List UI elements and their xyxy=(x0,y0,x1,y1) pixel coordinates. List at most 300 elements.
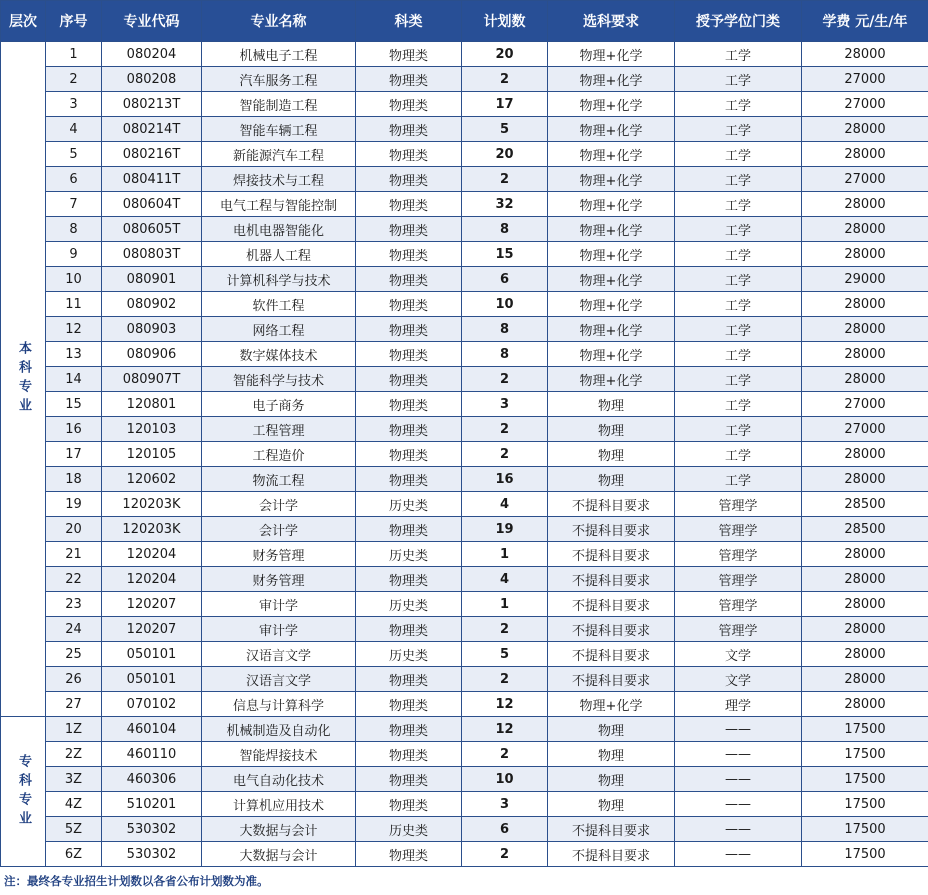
subject-requirement-cell: 物理 xyxy=(548,717,675,742)
major-code-cell: 530302 xyxy=(102,817,202,842)
subject-requirement-cell: 物理 xyxy=(548,467,675,492)
category-cell: 物理类 xyxy=(356,342,462,367)
major-code-cell: 120105 xyxy=(102,442,202,467)
index-cell: 9 xyxy=(46,242,102,267)
subject-requirement-cell: 物理+化学 xyxy=(548,317,675,342)
major-code-cell: 460104 xyxy=(102,717,202,742)
plan-count-cell: 2 xyxy=(462,742,548,767)
tuition-cell: 28000 xyxy=(802,242,928,267)
tuition-cell: 17500 xyxy=(802,792,928,817)
subject-requirement-cell: 物理+化学 xyxy=(548,42,675,67)
table-body xyxy=(1,42,928,867)
major-name-cell: 审计学 xyxy=(202,617,356,642)
category-cell: 物理类 xyxy=(356,567,462,592)
subject-requirement-cell: 不提科目要求 xyxy=(548,517,675,542)
subject-requirement-cell: 物理+化学 xyxy=(548,342,675,367)
category-cell: 历史类 xyxy=(356,592,462,617)
index-cell: 6Z xyxy=(46,842,102,867)
major-name-cell: 汉语言文学 xyxy=(202,642,356,667)
subject-requirement-cell: 物理 xyxy=(548,392,675,417)
major-name-cell: 机械电子工程 xyxy=(202,42,356,67)
major-name-cell: 电气自动化技术 xyxy=(202,767,356,792)
tuition-cell: 28000 xyxy=(802,692,928,717)
subject-requirement-cell: 物理+化学 xyxy=(548,192,675,217)
table-row xyxy=(1,342,928,367)
header-major-name: 专业名称 xyxy=(202,1,356,42)
major-name-cell: 计算机应用技术 xyxy=(202,792,356,817)
plan-count-cell: 2 xyxy=(462,442,548,467)
major-name-cell: 工程造价 xyxy=(202,442,356,467)
subject-requirement-cell: 物理 xyxy=(548,792,675,817)
major-name-cell: 物流工程 xyxy=(202,467,356,492)
major-code-cell: 120204 xyxy=(102,567,202,592)
category-cell: 物理类 xyxy=(356,192,462,217)
table-row xyxy=(1,442,928,467)
index-cell: 7 xyxy=(46,192,102,217)
table-row xyxy=(1,392,928,417)
major-code-cell: 080411T xyxy=(102,167,202,192)
degree-type-cell: 工学 xyxy=(675,367,802,392)
category-cell: 物理类 xyxy=(356,67,462,92)
category-cell: 历史类 xyxy=(356,492,462,517)
category-cell: 物理类 xyxy=(356,142,462,167)
index-cell: 4 xyxy=(46,117,102,142)
category-cell: 物理类 xyxy=(356,417,462,442)
degree-type-cell: 工学 xyxy=(675,442,802,467)
major-name-cell: 软件工程 xyxy=(202,292,356,317)
major-name-cell: 审计学 xyxy=(202,592,356,617)
major-name-cell: 财务管理 xyxy=(202,542,356,567)
major-code-cell: 120801 xyxy=(102,392,202,417)
table-row xyxy=(1,117,928,142)
tuition-cell: 27000 xyxy=(802,417,928,442)
major-name-cell: 计算机科学与技术 xyxy=(202,267,356,292)
plan-count-cell: 2 xyxy=(462,67,548,92)
degree-type-cell: 管理学 xyxy=(675,567,802,592)
major-code-cell: 120207 xyxy=(102,617,202,642)
major-name-cell: 焊接技术与工程 xyxy=(202,167,356,192)
table-row xyxy=(1,567,928,592)
header-subject-requirement: 选科要求 xyxy=(548,1,675,42)
subject-requirement-cell: 不提科目要求 xyxy=(548,842,675,867)
tuition-cell: 27000 xyxy=(802,392,928,417)
major-name-cell: 数字媒体技术 xyxy=(202,342,356,367)
footnote: 注：最终各专业招生计划数以各省公布计划数为准。 xyxy=(4,874,269,888)
degree-type-cell: 工学 xyxy=(675,67,802,92)
tuition-cell: 28500 xyxy=(802,492,928,517)
plan-count-cell: 4 xyxy=(462,492,548,517)
table-row xyxy=(1,792,928,817)
category-cell: 物理类 xyxy=(356,367,462,392)
plan-count-cell: 6 xyxy=(462,817,548,842)
index-cell: 3Z xyxy=(46,767,102,792)
degree-type-cell: 管理学 xyxy=(675,542,802,567)
category-cell: 物理类 xyxy=(356,217,462,242)
table-row xyxy=(1,467,928,492)
category-cell: 物理类 xyxy=(356,267,462,292)
index-cell: 17 xyxy=(46,442,102,467)
degree-type-cell: 工学 xyxy=(675,417,802,442)
tuition-cell: 28000 xyxy=(802,142,928,167)
category-cell: 物理类 xyxy=(356,42,462,67)
header-level: 层次 xyxy=(1,1,46,42)
level-cell xyxy=(1,717,46,867)
degree-type-cell: 工学 xyxy=(675,142,802,167)
subject-requirement-cell: 物理 xyxy=(548,442,675,467)
category-cell: 历史类 xyxy=(356,642,462,667)
major-code-cell: 080902 xyxy=(102,292,202,317)
major-name-cell: 财务管理 xyxy=(202,567,356,592)
index-cell: 1Z xyxy=(46,717,102,742)
plan-count-cell: 15 xyxy=(462,242,548,267)
tuition-cell: 28000 xyxy=(802,367,928,392)
index-cell: 2Z xyxy=(46,742,102,767)
plan-count-cell: 2 xyxy=(462,367,548,392)
tuition-cell: 17500 xyxy=(802,742,928,767)
major-name-cell: 智能焊接技术 xyxy=(202,742,356,767)
index-cell: 13 xyxy=(46,342,102,367)
degree-type-cell: 工学 xyxy=(675,317,802,342)
major-code-cell: 510201 xyxy=(102,792,202,817)
index-cell: 2 xyxy=(46,67,102,92)
subject-requirement-cell: 物理+化学 xyxy=(548,242,675,267)
major-name-cell: 网络工程 xyxy=(202,317,356,342)
header-major-code: 专业代码 xyxy=(102,1,202,42)
tuition-cell: 28000 xyxy=(802,667,928,692)
index-cell: 5 xyxy=(46,142,102,167)
major-name-cell: 机器人工程 xyxy=(202,242,356,267)
subject-requirement-cell: 物理+化学 xyxy=(548,67,675,92)
major-code-cell: 120602 xyxy=(102,467,202,492)
degree-type-cell: 工学 xyxy=(675,242,802,267)
major-code-cell: 080214T xyxy=(102,117,202,142)
category-cell: 物理类 xyxy=(356,617,462,642)
index-cell: 26 xyxy=(46,667,102,692)
degree-type-cell: —— xyxy=(675,817,802,842)
table-row xyxy=(1,267,928,292)
plan-count-cell: 2 xyxy=(462,617,548,642)
index-cell: 15 xyxy=(46,392,102,417)
subject-requirement-cell: 不提科目要求 xyxy=(548,567,675,592)
category-cell: 物理类 xyxy=(356,242,462,267)
tuition-cell: 28000 xyxy=(802,592,928,617)
table-row xyxy=(1,617,928,642)
plan-count-cell: 32 xyxy=(462,192,548,217)
plan-count-cell: 10 xyxy=(462,767,548,792)
index-cell: 27 xyxy=(46,692,102,717)
tuition-cell: 17500 xyxy=(802,817,928,842)
tuition-cell: 29000 xyxy=(802,267,928,292)
tuition-cell: 27000 xyxy=(802,67,928,92)
table-row xyxy=(1,67,928,92)
degree-type-cell: —— xyxy=(675,842,802,867)
major-code-cell: 080605T xyxy=(102,217,202,242)
subject-requirement-cell: 物理+化学 xyxy=(548,117,675,142)
tuition-cell: 28000 xyxy=(802,192,928,217)
table-row xyxy=(1,842,928,867)
category-cell: 物理类 xyxy=(356,792,462,817)
tuition-cell: 28500 xyxy=(802,517,928,542)
table-row xyxy=(1,292,928,317)
table-row xyxy=(1,417,928,442)
tuition-cell: 17500 xyxy=(802,717,928,742)
subject-requirement-cell: 物理+化学 xyxy=(548,142,675,167)
major-code-cell: 120207 xyxy=(102,592,202,617)
degree-type-cell: —— xyxy=(675,742,802,767)
category-cell: 历史类 xyxy=(356,817,462,842)
index-cell: 14 xyxy=(46,367,102,392)
plan-count-cell: 20 xyxy=(462,42,548,67)
degree-type-cell: 工学 xyxy=(675,292,802,317)
major-code-cell: 050101 xyxy=(102,642,202,667)
table-row xyxy=(1,142,928,167)
index-cell: 25 xyxy=(46,642,102,667)
major-name-cell: 会计学 xyxy=(202,492,356,517)
degree-type-cell: —— xyxy=(675,767,802,792)
subject-requirement-cell: 物理 xyxy=(548,767,675,792)
plan-count-cell: 17 xyxy=(462,92,548,117)
level-label: 专科专业 xyxy=(16,753,31,830)
degree-type-cell: 工学 xyxy=(675,192,802,217)
table-row xyxy=(1,817,928,842)
table-row xyxy=(1,317,928,342)
plan-count-cell: 10 xyxy=(462,292,548,317)
major-code-cell: 080604T xyxy=(102,192,202,217)
subject-requirement-cell: 不提科目要求 xyxy=(548,542,675,567)
subject-requirement-cell: 物理+化学 xyxy=(548,267,675,292)
subject-requirement-cell: 物理+化学 xyxy=(548,167,675,192)
index-cell: 16 xyxy=(46,417,102,442)
index-cell: 21 xyxy=(46,542,102,567)
plan-count-cell: 8 xyxy=(462,217,548,242)
subject-requirement-cell: 物理 xyxy=(548,417,675,442)
major-code-cell: 080208 xyxy=(102,67,202,92)
category-cell: 物理类 xyxy=(356,442,462,467)
level-cell xyxy=(1,42,46,717)
major-code-cell: 530302 xyxy=(102,842,202,867)
tuition-cell: 28000 xyxy=(802,467,928,492)
table-header-row xyxy=(1,1,928,42)
tuition-cell: 27000 xyxy=(802,167,928,192)
index-cell: 10 xyxy=(46,267,102,292)
tuition-cell: 17500 xyxy=(802,767,928,792)
table-row xyxy=(1,242,928,267)
major-code-cell: 080906 xyxy=(102,342,202,367)
plan-count-cell: 3 xyxy=(462,392,548,417)
subject-requirement-cell: 物理+化学 xyxy=(548,692,675,717)
plan-count-cell: 8 xyxy=(462,317,548,342)
major-code-cell: 080907T xyxy=(102,367,202,392)
major-code-cell: 120103 xyxy=(102,417,202,442)
table-row xyxy=(1,517,928,542)
header-degree-type: 授予学位门类 xyxy=(675,1,802,42)
plan-count-cell: 4 xyxy=(462,567,548,592)
degree-type-cell: 管理学 xyxy=(675,592,802,617)
index-cell: 6 xyxy=(46,167,102,192)
plan-count-cell: 20 xyxy=(462,142,548,167)
major-name-cell: 电气工程与智能控制 xyxy=(202,192,356,217)
major-name-cell: 汉语言文学 xyxy=(202,667,356,692)
major-code-cell: 070102 xyxy=(102,692,202,717)
tuition-cell: 27000 xyxy=(802,92,928,117)
index-cell: 4Z xyxy=(46,792,102,817)
table-row xyxy=(1,192,928,217)
degree-type-cell: —— xyxy=(675,717,802,742)
major-code-cell: 120203K xyxy=(102,492,202,517)
category-cell: 物理类 xyxy=(356,392,462,417)
major-name-cell: 汽车服务工程 xyxy=(202,67,356,92)
major-name-cell: 智能车辆工程 xyxy=(202,117,356,142)
table-row xyxy=(1,367,928,392)
tuition-cell: 28000 xyxy=(802,617,928,642)
index-cell: 5Z xyxy=(46,817,102,842)
header-tuition: 学费 元/生/年 xyxy=(802,1,928,42)
major-name-cell: 智能科学与技术 xyxy=(202,367,356,392)
category-cell: 物理类 xyxy=(356,767,462,792)
major-name-cell: 工程管理 xyxy=(202,417,356,442)
category-cell: 物理类 xyxy=(356,117,462,142)
tuition-cell: 28000 xyxy=(802,317,928,342)
table-row xyxy=(1,492,928,517)
tuition-cell: 28000 xyxy=(802,217,928,242)
degree-type-cell: 工学 xyxy=(675,392,802,417)
table-row xyxy=(1,92,928,117)
table-row xyxy=(1,742,928,767)
category-cell: 物理类 xyxy=(356,717,462,742)
subject-requirement-cell: 物理 xyxy=(548,742,675,767)
category-cell: 物理类 xyxy=(356,317,462,342)
index-cell: 18 xyxy=(46,467,102,492)
category-cell: 物理类 xyxy=(356,92,462,117)
tuition-cell: 28000 xyxy=(802,292,928,317)
plan-count-cell: 6 xyxy=(462,267,548,292)
degree-type-cell: 文学 xyxy=(675,667,802,692)
degree-type-cell: 工学 xyxy=(675,342,802,367)
degree-type-cell: 文学 xyxy=(675,642,802,667)
level-label: 本科专业 xyxy=(16,341,31,417)
major-code-cell: 460306 xyxy=(102,767,202,792)
plan-count-cell: 5 xyxy=(462,117,548,142)
major-name-cell: 会计学 xyxy=(202,517,356,542)
subject-requirement-cell: 不提科目要求 xyxy=(548,817,675,842)
degree-type-cell: 工学 xyxy=(675,167,802,192)
major-code-cell: 460110 xyxy=(102,742,202,767)
subject-requirement-cell: 不提科目要求 xyxy=(548,617,675,642)
major-name-cell: 电机电器智能化 xyxy=(202,217,356,242)
subject-requirement-cell: 不提科目要求 xyxy=(548,667,675,692)
index-cell: 20 xyxy=(46,517,102,542)
subject-requirement-cell: 不提科目要求 xyxy=(548,592,675,617)
index-cell: 23 xyxy=(46,592,102,617)
tuition-cell: 28000 xyxy=(802,42,928,67)
degree-type-cell: 管理学 xyxy=(675,492,802,517)
degree-type-cell: 工学 xyxy=(675,217,802,242)
tuition-cell: 28000 xyxy=(802,567,928,592)
subject-requirement-cell: 物理+化学 xyxy=(548,92,675,117)
major-name-cell: 电子商务 xyxy=(202,392,356,417)
tuition-cell: 28000 xyxy=(802,442,928,467)
plan-count-cell: 16 xyxy=(462,467,548,492)
subject-requirement-cell: 物理+化学 xyxy=(548,292,675,317)
plan-count-cell: 2 xyxy=(462,167,548,192)
table-row xyxy=(1,167,928,192)
plan-count-cell: 1 xyxy=(462,592,548,617)
index-cell: 8 xyxy=(46,217,102,242)
degree-type-cell: 理学 xyxy=(675,692,802,717)
index-cell: 11 xyxy=(46,292,102,317)
index-cell: 3 xyxy=(46,92,102,117)
degree-type-cell: 工学 xyxy=(675,42,802,67)
subject-requirement-cell: 不提科目要求 xyxy=(548,492,675,517)
category-cell: 物理类 xyxy=(356,742,462,767)
tuition-cell: 28000 xyxy=(802,342,928,367)
tuition-cell: 28000 xyxy=(802,117,928,142)
header-index: 序号 xyxy=(46,1,102,42)
degree-type-cell: 工学 xyxy=(675,117,802,142)
major-name-cell: 机械制造及自动化 xyxy=(202,717,356,742)
category-cell: 物理类 xyxy=(356,467,462,492)
category-cell: 物理类 xyxy=(356,667,462,692)
plan-count-cell: 2 xyxy=(462,842,548,867)
plan-count-cell: 5 xyxy=(462,642,548,667)
subject-requirement-cell: 物理+化学 xyxy=(548,367,675,392)
index-cell: 19 xyxy=(46,492,102,517)
header-category: 科类 xyxy=(356,1,462,42)
category-cell: 物理类 xyxy=(356,692,462,717)
table-row xyxy=(1,692,928,717)
tuition-cell: 17500 xyxy=(802,842,928,867)
table-row xyxy=(1,217,928,242)
major-code-cell: 120204 xyxy=(102,542,202,567)
table-row xyxy=(1,542,928,567)
index-cell: 22 xyxy=(46,567,102,592)
plan-count-cell: 3 xyxy=(462,792,548,817)
table-row xyxy=(1,42,928,67)
table-row xyxy=(1,667,928,692)
degree-type-cell: 管理学 xyxy=(675,617,802,642)
table-row xyxy=(1,592,928,617)
category-cell: 历史类 xyxy=(356,542,462,567)
index-cell: 24 xyxy=(46,617,102,642)
table-row xyxy=(1,767,928,792)
major-code-cell: 050101 xyxy=(102,667,202,692)
major-name-cell: 智能制造工程 xyxy=(202,92,356,117)
major-code-cell: 080216T xyxy=(102,142,202,167)
subject-requirement-cell: 物理+化学 xyxy=(548,217,675,242)
tuition-cell: 28000 xyxy=(802,642,928,667)
category-cell: 物理类 xyxy=(356,517,462,542)
major-code-cell: 080901 xyxy=(102,267,202,292)
header-plan-count: 计划数 xyxy=(462,1,548,42)
major-code-cell: 080903 xyxy=(102,317,202,342)
plan-count-cell: 1 xyxy=(462,542,548,567)
category-cell: 物理类 xyxy=(356,167,462,192)
table-row xyxy=(1,642,928,667)
degree-type-cell: 工学 xyxy=(675,467,802,492)
category-cell: 物理类 xyxy=(356,842,462,867)
index-cell: 1 xyxy=(46,42,102,67)
major-code-cell: 120203K xyxy=(102,517,202,542)
major-name-cell: 新能源汽车工程 xyxy=(202,142,356,167)
plan-count-cell: 2 xyxy=(462,667,548,692)
category-cell: 物理类 xyxy=(356,292,462,317)
major-code-cell: 080803T xyxy=(102,242,202,267)
major-name-cell: 大数据与会计 xyxy=(202,817,356,842)
plan-count-cell: 2 xyxy=(462,417,548,442)
major-name-cell: 信息与计算科学 xyxy=(202,692,356,717)
table-row xyxy=(1,717,928,742)
major-code-cell: 080204 xyxy=(102,42,202,67)
